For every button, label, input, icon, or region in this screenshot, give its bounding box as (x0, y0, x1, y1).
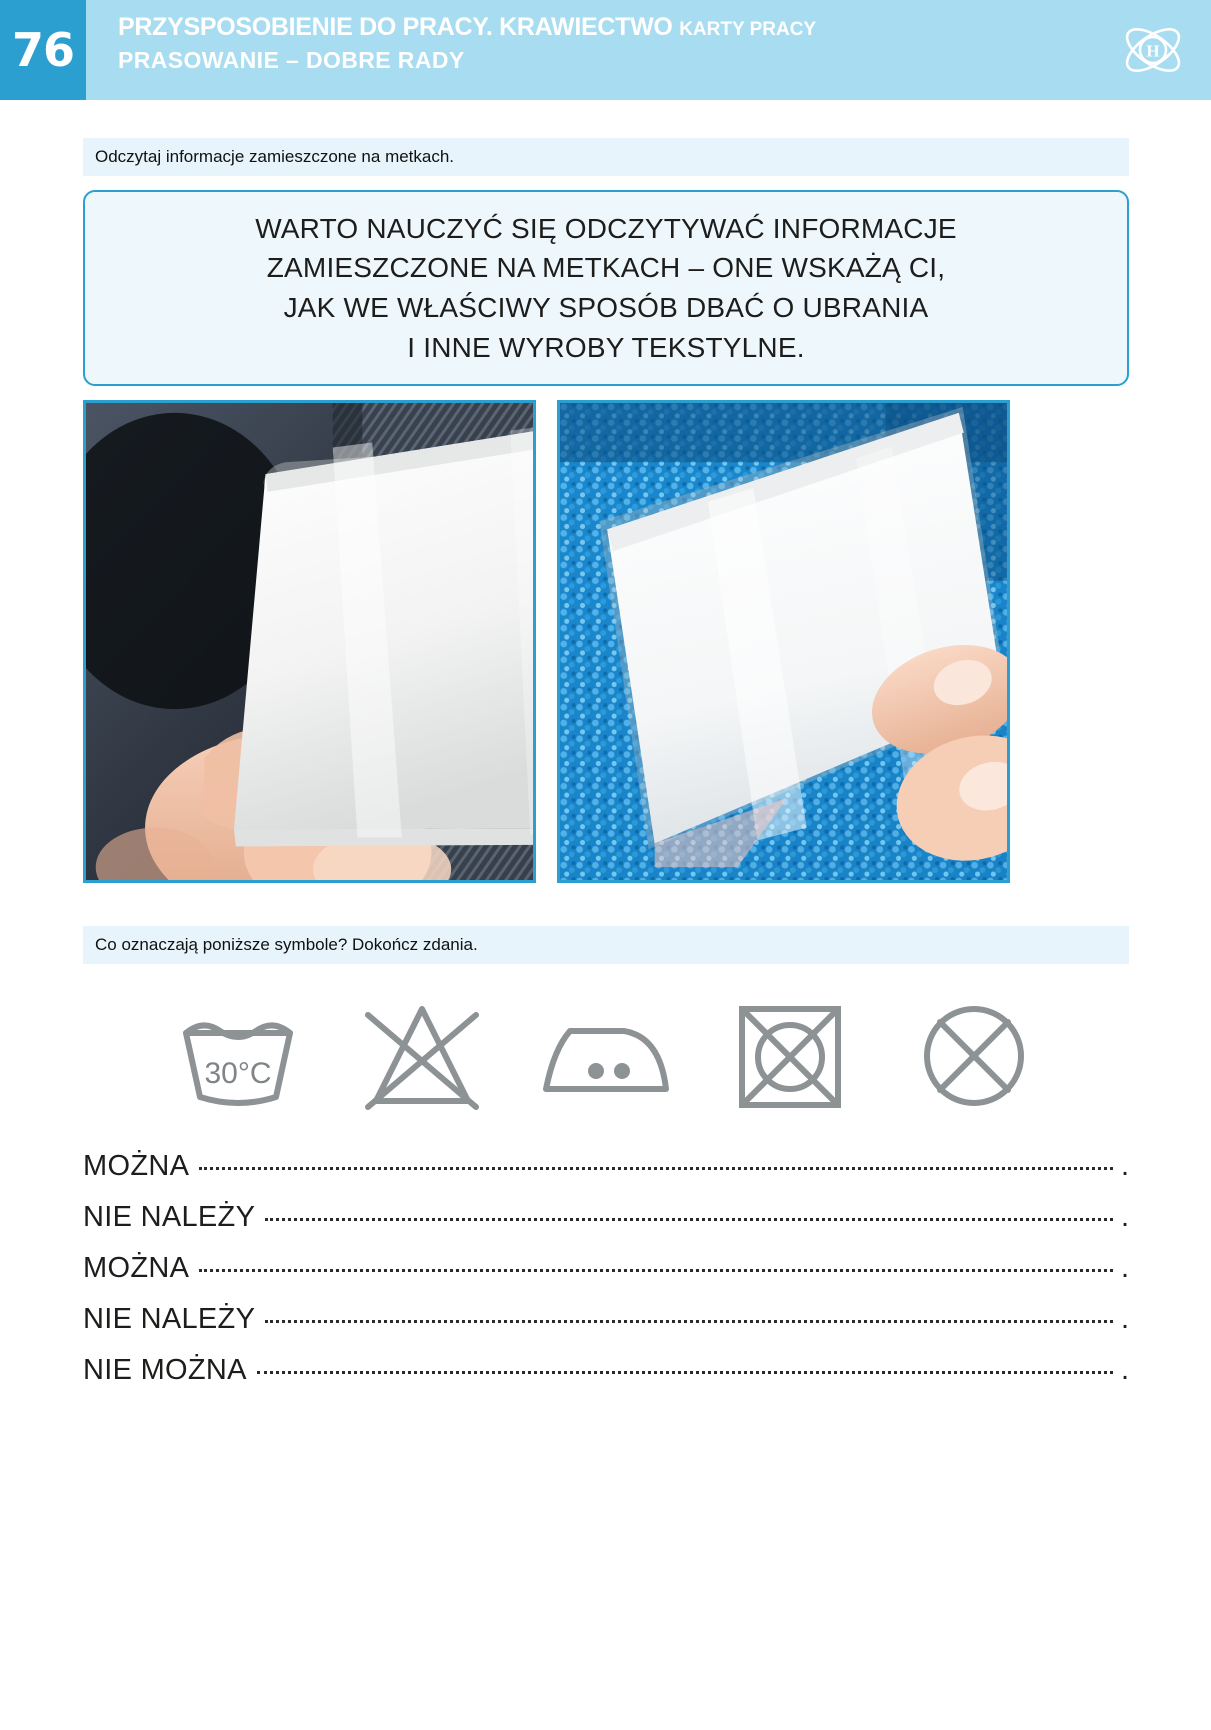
callout-line-1: WARTO NAUCZYĆ SIĘ ODCZYTYWAĆ INFORMACJE (255, 212, 957, 244)
header-title-suffix: KARTY PRACY (679, 19, 817, 40)
page-number: 76 (11, 23, 74, 77)
answer-period: . (1120, 1303, 1129, 1335)
care-symbol-row (83, 985, 1129, 1125)
instruction-strip-1: Odczytaj informacje zamieszczone na metkach. (83, 138, 1129, 176)
answer-label: NIE NALEŻY (83, 1303, 256, 1335)
do-not-dry-clean-icon (904, 993, 1044, 1118)
answer-label: NIE MOŻNA (83, 1354, 247, 1386)
wash-30-icon (168, 993, 308, 1118)
do-not-tumble-dry-icon (720, 993, 860, 1118)
page-number-badge (0, 0, 86, 100)
header-subtitle: PRASOWANIE – DOBRE RADY (118, 47, 465, 74)
answer-label: NIE NALEŻY (83, 1201, 256, 1233)
answer-row (83, 1150, 1129, 1201)
svg-text:H: H (1146, 41, 1160, 61)
answer-row (83, 1201, 1129, 1252)
header-title-bar (86, 0, 1211, 100)
callout-line-4: I INNE WYROBY TEKSTYLNE. (407, 331, 805, 363)
instruction-strip-2: Co oznaczają poniższe symbole? Dokończ zdania. (83, 926, 1129, 964)
answer-input-line[interactable] (199, 1269, 1113, 1272)
answer-input-line[interactable] (265, 1218, 1113, 1221)
answer-label: MOŻNA (83, 1252, 190, 1284)
do-not-bleach-icon (352, 993, 492, 1118)
iron-two-dots-icon (536, 993, 676, 1118)
header-title-main: PRZYSPOSOBIENIE DO PRACY. KRAWIECTWO (118, 13, 673, 41)
callout-line-2: ZAMIESZCZONE NA METKACH – ONE WSKAŻĄ CI, (266, 252, 946, 284)
answer-input-line[interactable] (199, 1167, 1113, 1170)
answer-row (83, 1354, 1129, 1405)
care-label-on-blue-towel-photo (557, 400, 1010, 883)
answer-row (83, 1252, 1129, 1303)
answer-period: . (1120, 1354, 1129, 1386)
care-label-on-denim-photo (83, 400, 536, 883)
page-header (0, 0, 1211, 100)
publisher-logo-icon (1121, 18, 1185, 82)
answer-period: . (1120, 1201, 1129, 1233)
callout-box (83, 190, 1129, 386)
answer-row (83, 1303, 1129, 1354)
answer-input-line[interactable] (265, 1320, 1113, 1323)
answer-input-line[interactable] (257, 1371, 1113, 1374)
answer-lines (83, 1150, 1129, 1405)
answer-label: MOŻNA (83, 1150, 190, 1182)
header-title-line (118, 14, 1211, 40)
answer-period: . (1120, 1150, 1129, 1182)
answer-period: . (1120, 1252, 1129, 1284)
wash-temperature-label: 30°C (204, 1056, 272, 1090)
callout-line-3: JAK WE WŁAŚCIWY SPOSÓB DBAĆ O UBRANIA (283, 292, 929, 323)
